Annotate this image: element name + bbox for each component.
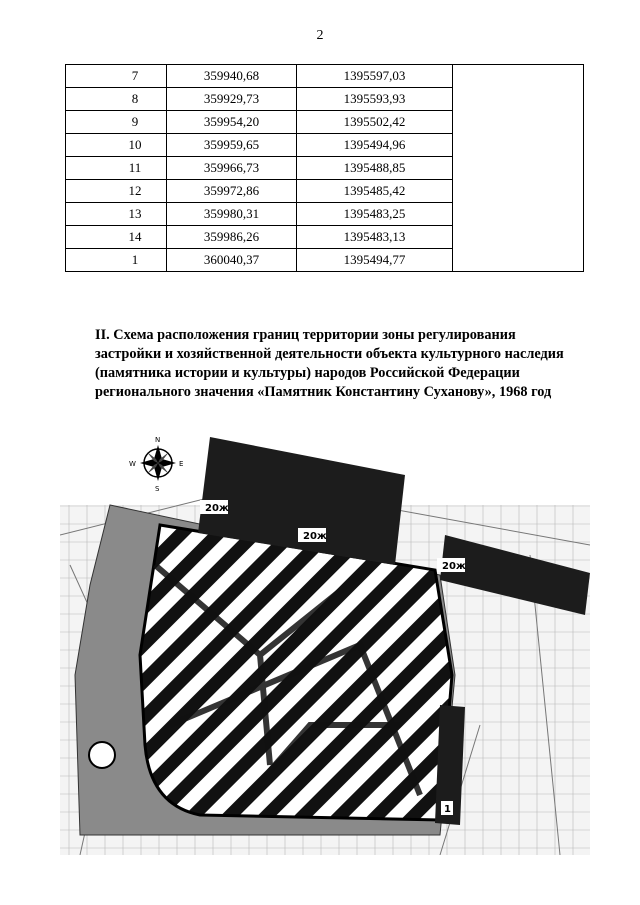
- coord-y: 1395494,96: [297, 134, 453, 157]
- compass-west: W: [129, 460, 136, 468]
- hatched-zone: [140, 525, 452, 820]
- building-label: 1: [444, 804, 451, 815]
- coord-x: 359940,68: [167, 65, 297, 88]
- coordinates-table: [65, 64, 584, 272]
- building-label: 20ж: [442, 561, 466, 572]
- coord-x: 359966,73: [167, 157, 297, 180]
- coord-y: 1395597,03: [297, 65, 453, 88]
- coord-y: 1395485,42: [297, 180, 453, 203]
- heading-line: II. Схема расположения границ территории зоны регулирования: [95, 327, 516, 343]
- point-number: 1: [66, 249, 167, 272]
- point-number: 12: [66, 180, 167, 203]
- coord-x: 359972,86: [167, 180, 297, 203]
- coord-x: 359986,26: [167, 226, 297, 249]
- monument-marker: [89, 742, 115, 768]
- point-number: 9: [66, 111, 167, 134]
- point-number: 11: [66, 157, 167, 180]
- coord-y: 1395483,25: [297, 203, 453, 226]
- coord-x: 359980,31: [167, 203, 297, 226]
- zone-map: [60, 425, 590, 855]
- coord-x: 359959,65: [167, 134, 297, 157]
- building-label: 20ж: [205, 503, 229, 514]
- page-number: 2: [316, 28, 324, 43]
- point-number: 10: [66, 134, 167, 157]
- coord-y: 1395483,13: [297, 226, 453, 249]
- coord-y: 1395593,93: [297, 88, 453, 111]
- coord-y: 1395488,85: [297, 157, 453, 180]
- compass-south: S: [155, 485, 160, 493]
- table-row: [66, 65, 584, 88]
- section-heading: [95, 326, 605, 402]
- point-number: 7: [66, 65, 167, 88]
- building-label: 20ж: [303, 531, 327, 542]
- coord-y: 1395502,42: [297, 111, 453, 134]
- coord-x: 359929,73: [167, 88, 297, 111]
- heading-line: (памятника истории и культуры) народов Российской Федерации: [95, 365, 520, 381]
- compass-north: N: [155, 436, 161, 444]
- point-number: 8: [66, 88, 167, 111]
- compass-rose-icon: [129, 436, 183, 493]
- coord-x: 360040,37: [167, 249, 297, 272]
- heading-line: регионального значения «Памятник Константину Суханову», 1968 год: [95, 384, 552, 400]
- coord-x: 359954,20: [167, 111, 297, 134]
- compass-east: E: [179, 460, 184, 468]
- empty-column: [453, 65, 584, 272]
- heading-line: застройки и хозяйственной деятельности объекта культурного наследия: [95, 346, 564, 362]
- point-number: 13: [66, 203, 167, 226]
- point-number: 14: [66, 226, 167, 249]
- coord-y: 1395494,77: [297, 249, 453, 272]
